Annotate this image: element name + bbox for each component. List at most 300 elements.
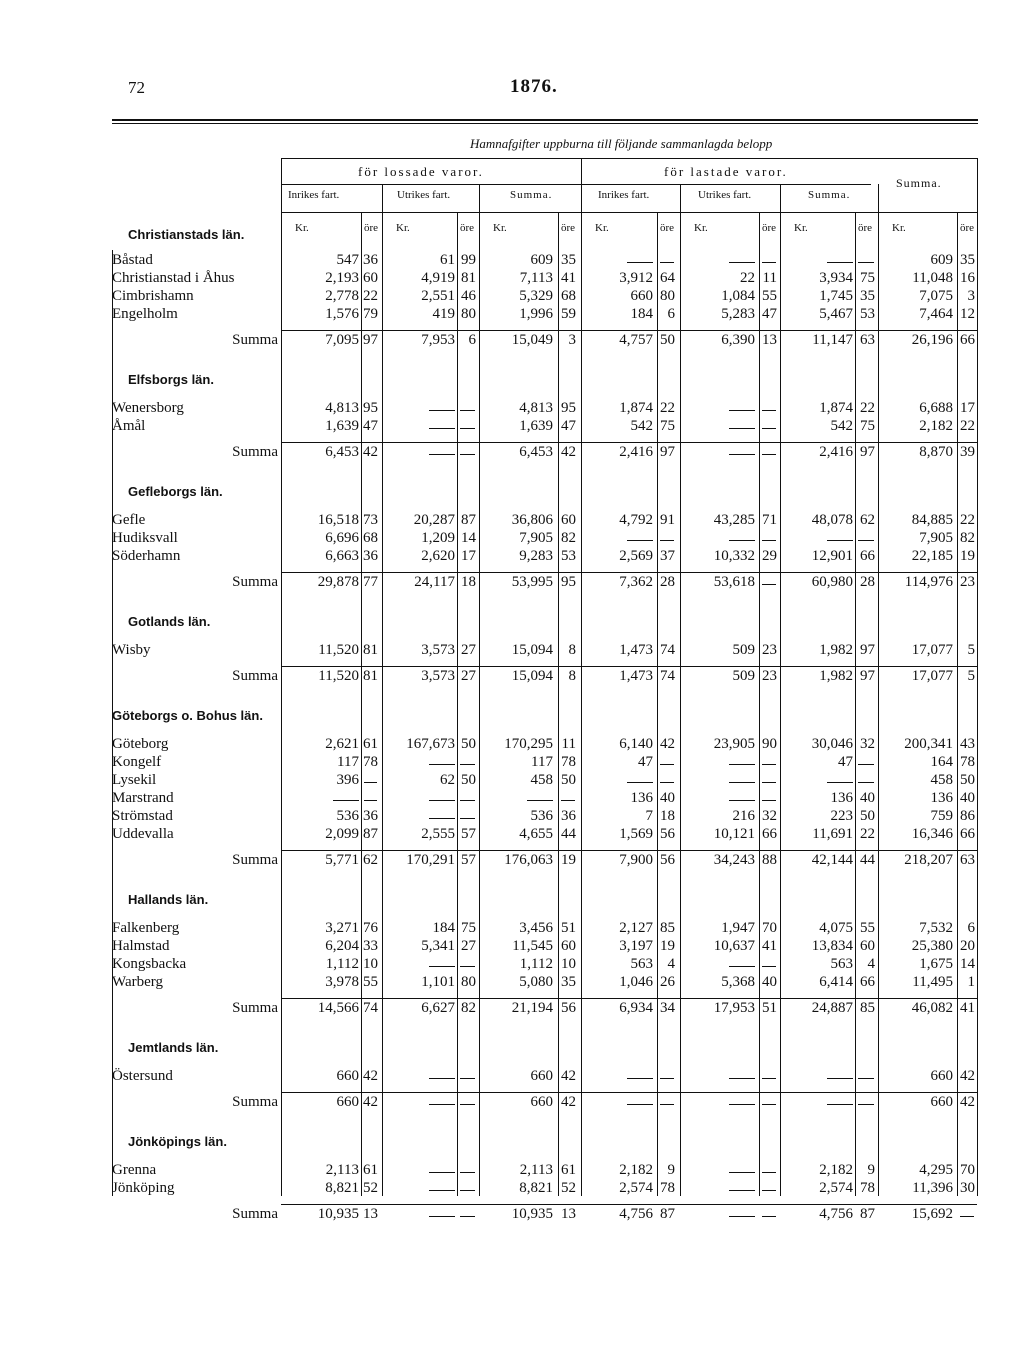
header-inrikes-lastade: Inrikes fart. [598, 189, 650, 201]
unit-kr-label: Kr. [295, 222, 309, 234]
ore-value: 40 [660, 790, 675, 806]
top-rule [112, 119, 978, 121]
ore-value: 32 [762, 808, 777, 824]
kr-value: 6,663 [325, 548, 359, 564]
column-rule [878, 184, 879, 1196]
summa-label: Summa [232, 852, 278, 868]
column-rule [281, 158, 282, 1196]
region-heading: Gotlands län. [128, 614, 211, 629]
units-rule [281, 212, 977, 213]
empty-dash [429, 1216, 455, 1217]
kr-value: 6,140 [619, 736, 653, 752]
ore-value: 8 [568, 642, 576, 658]
kr-value: 10,332 [713, 548, 755, 564]
ore-value: 60 [860, 938, 875, 954]
empty-dash [460, 966, 475, 967]
empty-dash [460, 1104, 475, 1105]
kr-value: 170,291 [406, 852, 455, 868]
ore-value: 6 [967, 920, 975, 936]
place-name: Grenna [112, 1162, 157, 1178]
ore-value: 41 [960, 1000, 975, 1016]
ore-value: 42 [561, 444, 576, 460]
ore-value: 50 [461, 772, 476, 788]
empty-dash [627, 262, 653, 263]
ore-value: 35 [561, 252, 576, 268]
kr-value: 1,745 [819, 288, 853, 304]
empty-dash [660, 1104, 674, 1105]
kr-value: 2,182 [919, 418, 953, 434]
kr-value: 563 [830, 956, 853, 972]
kr-value: 14,566 [317, 1000, 359, 1016]
kr-value: 5,080 [519, 974, 553, 990]
ore-value: 23 [762, 668, 777, 684]
ore-value: 99 [461, 252, 476, 268]
kr-value: 1,982 [819, 668, 853, 684]
kr-value: 4,655 [519, 826, 553, 842]
kr-value: 547 [336, 252, 359, 268]
ore-value: 33 [363, 938, 378, 954]
ore-value: 1 [967, 974, 975, 990]
empty-dash [460, 764, 475, 765]
empty-dash [762, 966, 776, 967]
kr-value: 5,771 [325, 852, 359, 868]
ore-value: 68 [363, 530, 378, 546]
empty-dash [762, 454, 776, 455]
ore-rule [759, 212, 760, 1196]
empty-dash [729, 1190, 755, 1191]
ore-value: 13 [561, 1206, 576, 1222]
ore-value: 61 [561, 1162, 576, 1178]
kr-value: 21,194 [511, 1000, 553, 1016]
empty-dash [333, 800, 359, 801]
empty-dash [762, 410, 776, 411]
unit-kr-label: Kr. [892, 222, 906, 234]
ore-value: 42 [363, 444, 378, 460]
kr-value: 48,078 [811, 512, 853, 528]
kr-value: 609 [930, 252, 953, 268]
ore-value: 5 [967, 668, 975, 684]
place-name: Båstad [112, 252, 153, 268]
kr-value: 13,834 [811, 938, 853, 954]
ore-value: 97 [363, 332, 378, 348]
kr-value: 10,121 [713, 826, 755, 842]
ore-value: 3 [967, 288, 975, 304]
ore-value: 17 [960, 400, 975, 416]
ore-value: 12 [960, 306, 975, 322]
ore-value: 22 [860, 826, 875, 842]
kr-value: 117 [337, 754, 359, 770]
column-rule [479, 184, 480, 1196]
kr-value: 6,688 [919, 400, 953, 416]
empty-dash [429, 410, 455, 411]
kr-value: 536 [530, 808, 553, 824]
empty-dash [627, 1078, 653, 1079]
kr-value: 1,874 [619, 400, 653, 416]
ore-value: 77 [363, 574, 378, 590]
region-heading: Hallands län. [128, 892, 209, 907]
empty-dash [660, 782, 674, 783]
empty-dash [762, 1172, 776, 1173]
ore-value: 41 [561, 270, 576, 286]
ore-value: 61 [363, 736, 378, 752]
subheader-rule [281, 184, 871, 185]
ore-value: 30 [960, 1180, 975, 1196]
kr-value: 4,757 [619, 332, 653, 348]
place-name: Söderhamn [112, 548, 181, 564]
ore-value: 19 [561, 852, 576, 868]
kr-value: 114,976 [904, 574, 953, 590]
empty-dash [858, 764, 874, 765]
summa-rule [281, 1204, 977, 1205]
kr-value: 184 [630, 306, 653, 322]
place-name: Engelholm [112, 306, 178, 322]
kr-value: 1,112 [325, 956, 359, 972]
ore-value: 5 [967, 642, 975, 658]
kr-value: 7,953 [421, 332, 455, 348]
kr-value: 6,627 [421, 1000, 455, 1016]
ore-value: 75 [660, 418, 675, 434]
header-rule [281, 158, 977, 159]
kr-value: 5,467 [819, 306, 853, 322]
ore-value: 23 [762, 642, 777, 658]
kr-value: 3,456 [519, 920, 553, 936]
ore-value: 32 [860, 736, 875, 752]
summa-label: Summa [232, 332, 278, 348]
kr-value: 2,620 [421, 548, 455, 564]
kr-value: 660 [530, 1068, 553, 1084]
empty-dash [762, 764, 776, 765]
ore-value: 28 [660, 574, 675, 590]
kr-value: 6,453 [325, 444, 359, 460]
ore-value: 29 [762, 548, 777, 564]
summa-rule [281, 998, 977, 999]
ore-value: 22 [960, 512, 975, 528]
kr-value: 25,380 [911, 938, 953, 954]
kr-value: 5,368 [721, 974, 755, 990]
empty-dash [762, 540, 776, 541]
kr-value: 3,573 [421, 668, 455, 684]
kr-value: 20,287 [413, 512, 455, 528]
ore-value: 10 [561, 956, 576, 972]
ore-value: 36 [363, 808, 378, 824]
ore-value: 56 [660, 826, 675, 842]
ore-value: 85 [860, 1000, 875, 1016]
ore-value: 80 [461, 974, 476, 990]
region-heading: Jemtlands län. [128, 1040, 219, 1055]
kr-value: 2,416 [619, 444, 653, 460]
ore-value: 97 [860, 444, 875, 460]
summa-label: Summa [232, 1094, 278, 1110]
summa-label: Summa [232, 1206, 278, 1222]
kr-value: 2,555 [421, 826, 455, 842]
stub-left-rule [112, 250, 113, 1196]
kr-value: 47 [838, 754, 853, 770]
empty-dash [627, 1104, 653, 1105]
ore-value: 73 [363, 512, 378, 528]
place-name: Warberg [112, 974, 163, 990]
ore-value: 76 [363, 920, 378, 936]
ore-value: 56 [561, 1000, 576, 1016]
kr-value: 11,520 [318, 668, 359, 684]
kr-value: 2,778 [325, 288, 359, 304]
column-rule [780, 184, 781, 1196]
place-name: Jönköping [112, 1180, 175, 1196]
kr-value: 7 [645, 808, 653, 824]
ore-value: 70 [762, 920, 777, 936]
kr-value: 3,271 [325, 920, 359, 936]
empty-dash [460, 818, 475, 819]
ore-value: 39 [960, 444, 975, 460]
header-summa-lossade: Summa. [510, 189, 553, 201]
ore-value: 42 [960, 1094, 975, 1110]
kr-value: 4,075 [819, 920, 853, 936]
ore-value: 16 [960, 270, 975, 286]
ore-rule [855, 212, 856, 1196]
ore-value: 27 [461, 642, 476, 658]
empty-dash [460, 428, 475, 429]
ore-value: 11 [762, 270, 777, 286]
kr-value: 47 [638, 754, 653, 770]
ore-value: 66 [860, 974, 875, 990]
kr-value: 167,673 [406, 736, 455, 752]
ore-value: 36 [363, 252, 378, 268]
kr-value: 509 [732, 642, 755, 658]
ore-value: 53 [860, 306, 875, 322]
empty-dash [762, 1216, 776, 1217]
ore-value: 52 [561, 1180, 576, 1196]
kr-value: 396 [336, 772, 359, 788]
kr-value: 660 [336, 1094, 359, 1110]
kr-value: 2,193 [325, 270, 359, 286]
ore-value: 52 [363, 1180, 378, 1196]
kr-value: 11,396 [912, 1180, 953, 1196]
kr-value: 3,197 [619, 938, 653, 954]
ore-value: 55 [762, 288, 777, 304]
place-name: Kongsbacka [112, 956, 187, 972]
kr-value: 1,112 [519, 956, 553, 972]
empty-dash [762, 800, 776, 801]
unit-ore-label: öre [858, 222, 873, 234]
column-rule [680, 184, 681, 1196]
ore-value: 97 [860, 642, 875, 658]
empty-dash [429, 428, 455, 429]
empty-dash [827, 782, 853, 783]
kr-value: 17,077 [911, 668, 953, 684]
empty-dash [460, 1216, 475, 1217]
place-name: Falkenberg [112, 920, 180, 936]
header-main-title: Hamnafgifter uppburna till följande sammanlagda belopp [470, 136, 773, 151]
ore-value: 50 [860, 808, 875, 824]
kr-value: 61 [440, 252, 455, 268]
ore-value: 70 [960, 1162, 975, 1178]
ore-value: 44 [561, 826, 576, 842]
kr-value: 53,995 [511, 574, 553, 590]
empty-dash [429, 818, 455, 819]
kr-value: 1,639 [325, 418, 359, 434]
summa-rule [281, 572, 977, 573]
region-heading: Gefleborgs län. [128, 484, 223, 499]
ore-value: 37 [660, 548, 675, 564]
kr-value: 1,874 [819, 400, 853, 416]
ore-value: 95 [561, 400, 576, 416]
empty-dash [762, 1104, 776, 1105]
kr-value: 1,473 [619, 642, 653, 658]
ore-value: 17 [461, 548, 476, 564]
ore-value: 80 [461, 306, 476, 322]
empty-dash [429, 764, 455, 765]
column-rule [581, 158, 582, 1196]
summa-label: Summa [232, 444, 278, 460]
empty-dash [858, 1104, 874, 1105]
ore-value: 64 [660, 270, 675, 286]
kr-value: 2,574 [819, 1180, 853, 1196]
ore-value: 86 [960, 808, 975, 824]
kr-value: 62 [440, 772, 455, 788]
kr-value: 7,075 [919, 288, 953, 304]
kr-value: 15,094 [511, 668, 553, 684]
place-name: Halmstad [112, 938, 170, 954]
page-number: 72 [128, 78, 145, 97]
kr-value: 5,283 [721, 306, 755, 322]
kr-value: 2,416 [819, 444, 853, 460]
kr-value: 10,935 [317, 1206, 359, 1222]
kr-value: 1,576 [325, 306, 359, 322]
kr-value: 29,878 [317, 574, 359, 590]
unit-kr-label: Kr. [694, 222, 708, 234]
kr-value: 23,905 [713, 736, 755, 752]
empty-dash [729, 966, 755, 967]
ore-value: 42 [561, 1068, 576, 1084]
kr-value: 11,520 [318, 642, 359, 658]
header-utrikes-lossade: Utrikes fart. [397, 189, 451, 201]
kr-value: 16,518 [317, 512, 359, 528]
kr-value: 660 [336, 1068, 359, 1084]
empty-dash [660, 764, 674, 765]
empty-dash [827, 540, 853, 541]
kr-value: 2,113 [325, 1162, 359, 1178]
ore-value: 95 [363, 400, 378, 416]
ore-value: 18 [660, 808, 675, 824]
empty-dash [827, 262, 853, 263]
kr-value: 12,901 [811, 548, 853, 564]
empty-dash [429, 1078, 455, 1079]
ore-value: 42 [363, 1068, 378, 1084]
kr-value: 5,329 [519, 288, 553, 304]
kr-value: 117 [531, 754, 553, 770]
kr-value: 34,243 [713, 852, 755, 868]
ore-value: 4 [667, 956, 675, 972]
kr-value: 2,127 [619, 920, 653, 936]
unit-ore-label: öre [660, 222, 675, 234]
ore-value: 47 [762, 306, 777, 322]
kr-value: 170,295 [504, 736, 553, 752]
kr-value: 3,912 [619, 270, 653, 286]
kr-value: 3,978 [325, 974, 359, 990]
kr-value: 6,204 [325, 938, 359, 954]
kr-value: 11,048 [912, 270, 953, 286]
ore-value: 60 [363, 270, 378, 286]
unit-ore-label: öre [762, 222, 777, 234]
ore-value: 40 [762, 974, 777, 990]
summa-label: Summa [232, 668, 278, 684]
summa-rule [281, 666, 977, 667]
ore-value: 47 [363, 418, 378, 434]
kr-value: 7,900 [619, 852, 653, 868]
kr-value: 42,144 [811, 852, 853, 868]
kr-value: 24,887 [811, 1000, 853, 1016]
kr-value: 660 [630, 288, 653, 304]
empty-dash [762, 1078, 776, 1079]
empty-dash [729, 782, 755, 783]
ore-value: 78 [561, 754, 576, 770]
kr-value: 22 [740, 270, 755, 286]
empty-dash [729, 262, 755, 263]
kr-value: 4,813 [325, 400, 359, 416]
header-utrikes-lastade: Utrikes fart. [698, 189, 752, 201]
kr-value: 223 [830, 808, 853, 824]
kr-value: 15,049 [511, 332, 553, 348]
kr-value: 542 [830, 418, 853, 434]
empty-dash [527, 800, 553, 801]
kr-value: 218,207 [904, 852, 953, 868]
kr-value: 136 [930, 790, 953, 806]
ore-value: 42 [363, 1094, 378, 1110]
ore-value: 14 [960, 956, 975, 972]
ore-value: 74 [363, 1000, 378, 1016]
ore-value: 71 [762, 512, 777, 528]
header-group-lossade: för lossade varor. [358, 164, 484, 179]
empty-dash [762, 584, 776, 585]
unit-ore-label: öre [460, 222, 475, 234]
kr-value: 1,639 [519, 418, 553, 434]
kr-value: 2,182 [819, 1162, 853, 1178]
ore-value: 14 [461, 530, 476, 546]
empty-dash [460, 1078, 475, 1079]
ore-rule [657, 212, 658, 1196]
kr-value: 509 [732, 668, 755, 684]
empty-dash [729, 1078, 755, 1079]
ore-value: 66 [960, 332, 975, 348]
kr-value: 2,099 [325, 826, 359, 842]
kr-value: 4,756 [819, 1206, 853, 1222]
kr-value: 11,147 [812, 332, 853, 348]
year-heading: 1876. [510, 76, 558, 97]
ore-value: 26 [660, 974, 675, 990]
kr-value: 4,792 [619, 512, 653, 528]
kr-value: 1,947 [721, 920, 755, 936]
empty-dash [858, 262, 874, 263]
top-rule-thin [112, 123, 978, 124]
ore-value: 62 [860, 512, 875, 528]
kr-value: 458 [930, 772, 953, 788]
kr-value: 46,082 [911, 1000, 953, 1016]
place-name: Lysekil [112, 772, 157, 788]
kr-value: 15,692 [911, 1206, 953, 1222]
ore-value: 27 [461, 938, 476, 954]
ore-value: 56 [660, 852, 675, 868]
kr-value: 17,077 [911, 642, 953, 658]
kr-value: 6,934 [619, 1000, 653, 1016]
ore-value: 85 [660, 920, 675, 936]
header-summa-total: Summa. [896, 176, 942, 190]
kr-value: 4,813 [519, 400, 553, 416]
ore-value: 35 [561, 974, 576, 990]
empty-dash [729, 410, 755, 411]
ore-value: 40 [960, 790, 975, 806]
header-summa-lastade: Summa. [808, 189, 851, 201]
kr-value: 563 [630, 956, 653, 972]
summa-rule [281, 442, 977, 443]
